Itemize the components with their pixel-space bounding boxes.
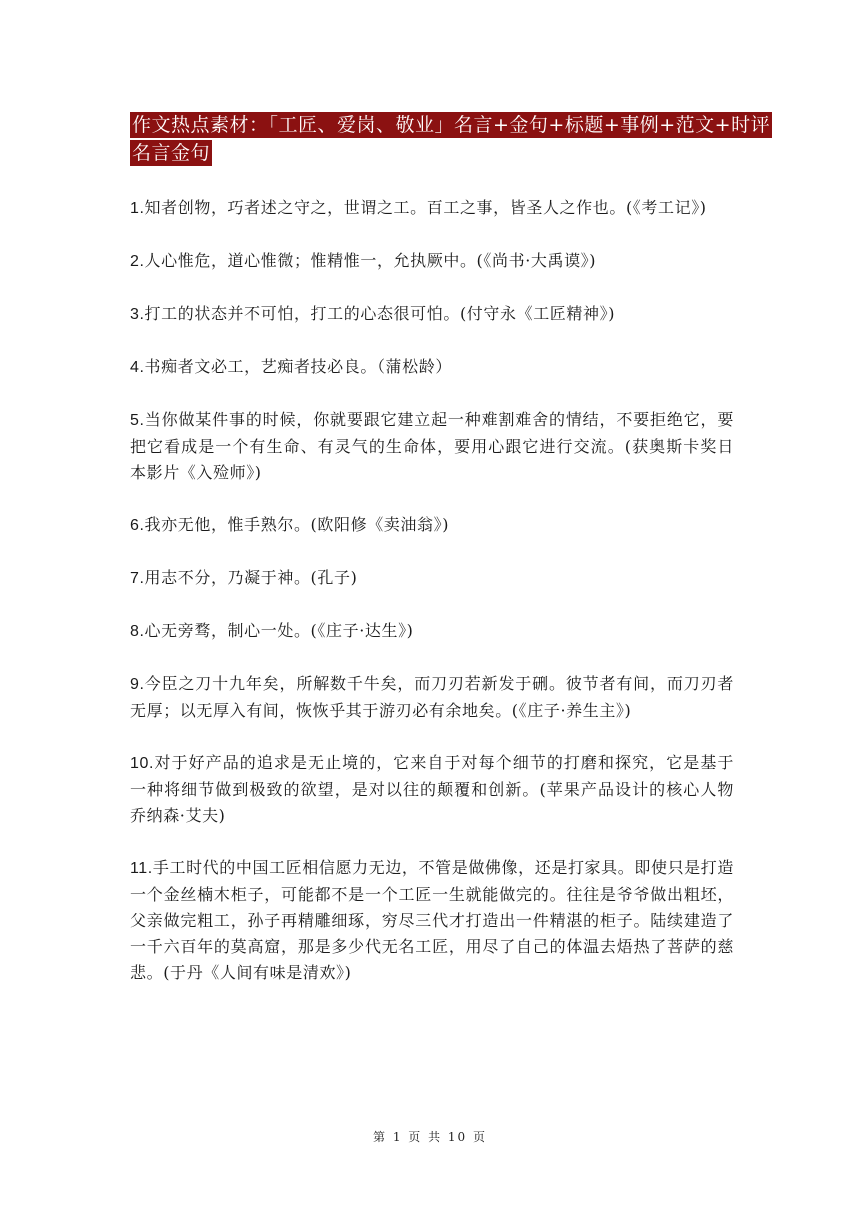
quote-text: 手工时代的中国工匠相信愿力无边，不管是做佛像，还是打家具。即使只是打造一个金丝楠木柜子，可能都不是一个工匠一生就能做完的。往往是爷爷做出粗坯，父亲做完粗工，孙子再精雕细琢，穷尽三代才打造出一件精湛的柜子。陆续建造了一千六百年的莫高窟，那是多少代无名工匠，用尽了自己的体温去焐热了菩萨的慈悲。(于丹《人间有味是清欢》) bbox=[130, 858, 734, 982]
quote-item bbox=[130, 565, 734, 592]
quote-item bbox=[130, 407, 734, 486]
quote-text: 心无旁骛，制心一处。(《庄子·达生》) bbox=[144, 621, 414, 640]
quote-item bbox=[130, 618, 734, 645]
quote-item bbox=[130, 301, 734, 328]
page-number: 第 1 页 共 10 页 bbox=[373, 1130, 487, 1144]
quote-item bbox=[130, 195, 734, 222]
quote-text: 用志不分，乃凝于神。(孔子) bbox=[144, 568, 358, 587]
section-title: 名言金句 bbox=[132, 142, 211, 164]
quote-item bbox=[130, 671, 734, 724]
quote-text: 今臣之刀十九年矣，所解数千牛矣，而刀刃若新发于硎。彼节者有间，而刀刃者无厚；以无厚入有间，恢恢乎其于游刃必有余地矣。(《庄子·养生主》) bbox=[130, 674, 734, 720]
quote-text: 我亦无他，惟手熟尔。(欧阳修《卖油翁》) bbox=[144, 515, 450, 534]
quote-item bbox=[130, 750, 734, 829]
heading-block bbox=[130, 112, 771, 166]
quote-text: 对于好产品的追求是无止境的，它来自于对每个细节的打磨和探究，它是基于一种将细节做到极致的欲望，是对以往的颠覆和创新。(苹果产品设计的核心人物乔纳森·艾夫) bbox=[130, 753, 734, 825]
quote-item bbox=[130, 354, 734, 381]
quote-number: 11. bbox=[130, 860, 153, 877]
quote-number: 4. bbox=[130, 359, 145, 376]
quote-number: 1. bbox=[130, 200, 145, 217]
document-title: 作文热点素材：「工匠、爱岗、敬业」名言+金句+标题+事例+范文+时评 bbox=[132, 114, 771, 136]
quote-text: 打工的状态并不可怕，打工的心态很可怕。(付守永《工匠精神》) bbox=[144, 304, 616, 323]
quote-number: 6. bbox=[130, 517, 145, 534]
quote-list bbox=[130, 195, 734, 1012]
quote-text: 当你做某件事的时候，你就要跟它建立起一种难割难舍的情结，不要拒绝它，要把它看成是一个有生命、有灵气的生命体，要用心跟它进行交流。(获奥斯卡奖日本影片《入殓师》) bbox=[130, 410, 734, 482]
quote-item bbox=[130, 512, 734, 539]
quote-number: 2. bbox=[130, 253, 145, 270]
quote-item bbox=[130, 248, 734, 275]
quote-text: 人心惟危，道心惟微；惟精惟一，允执厥中。(《尚书·大禹谟》) bbox=[144, 251, 597, 270]
quote-item bbox=[130, 855, 734, 986]
quote-number: 10. bbox=[130, 755, 155, 772]
quote-number: 9. bbox=[130, 676, 145, 693]
quote-number: 8. bbox=[130, 623, 145, 640]
quote-number: 3. bbox=[130, 306, 145, 323]
quote-text: 知者创物，巧者述之守之，世谓之工。百工之事，皆圣人之作也。(《考工记》) bbox=[144, 198, 707, 217]
quote-number: 5. bbox=[130, 412, 145, 429]
quote-text: 书痴者文必工，艺痴者技必良。（蒲松龄） bbox=[144, 357, 452, 376]
quote-number: 7. bbox=[130, 570, 145, 587]
